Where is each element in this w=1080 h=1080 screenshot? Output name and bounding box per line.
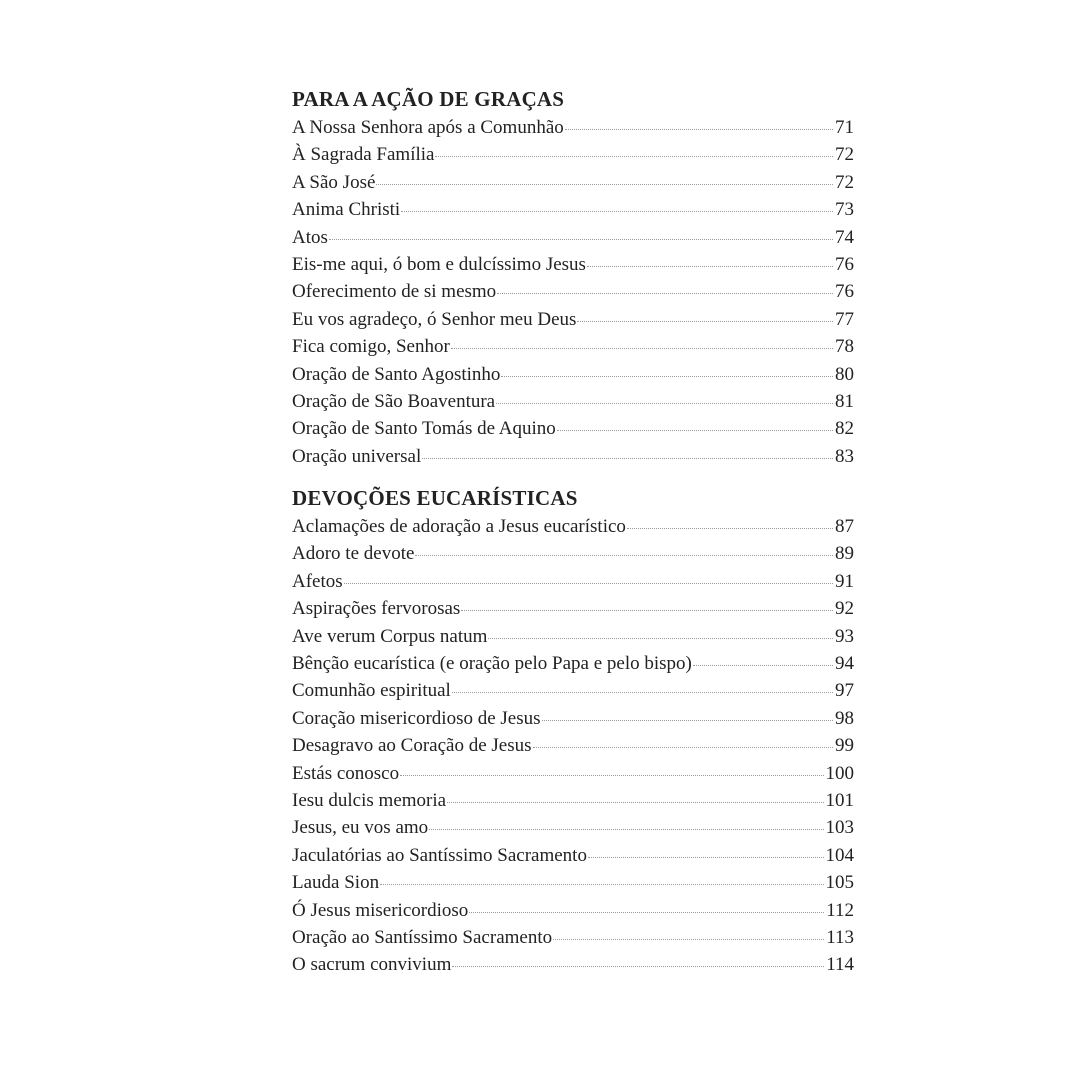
dot-leader [401,211,833,212]
dot-leader [627,528,833,529]
dot-leader [542,720,833,721]
toc-entry-title: Fica comigo, Senhor [292,336,450,358]
toc-entry[interactable] [292,224,854,251]
toc-entry-page: 83 [835,445,854,467]
toc-entry-page: 112 [826,899,854,921]
toc-entry-title: À Sagrada Família [292,144,435,166]
toc-entry[interactable] [292,568,854,595]
toc-entry[interactable] [292,443,854,470]
dot-leader [422,458,833,459]
toc-entry-page: 91 [835,570,854,592]
toc-entry-page: 104 [825,844,854,866]
toc-entry-page: 81 [835,390,854,412]
toc-entry-title: Eu vos agradeço, ó Senhor meu Deus [292,308,577,330]
toc-entry-title: Atos [292,226,328,248]
toc-entry-title: Oferecimento de si mesmo [292,281,497,303]
toc-entry[interactable] [292,869,854,896]
toc-entry-page: 78 [835,336,854,358]
section-title: DEVOÇÕES EUCARÍSTICAS [292,486,578,511]
toc-entry-page: 93 [835,625,854,647]
toc-list [292,513,854,979]
dot-leader [452,692,833,693]
toc-entry[interactable] [292,705,854,732]
toc-entry[interactable] [292,897,854,924]
toc-entry-page: 103 [825,817,854,839]
dot-leader [496,403,833,404]
toc-entry-title: Estás conosco [292,762,400,784]
toc-section-devocoes-eucaristicas [292,483,854,979]
toc-entry-page: 99 [835,735,854,757]
toc-entry[interactable] [292,415,854,442]
toc-entry-title: Comunhão espiritual [292,680,451,702]
toc-entry-page: 72 [835,171,854,193]
toc-entry[interactable] [292,513,854,540]
toc-entry-title: Oração universal [292,445,422,467]
table-of-contents [292,84,854,979]
toc-entry[interactable] [292,141,854,168]
dot-leader [469,912,824,913]
toc-section-acao-de-gracas [292,84,854,470]
toc-entry[interactable] [292,388,854,415]
toc-entry-title: Adoro te devote [292,543,415,565]
toc-entry[interactable] [292,924,854,951]
toc-entry-page: 114 [826,954,854,976]
toc-entry[interactable] [292,114,854,141]
toc-entry-page: 77 [835,308,854,330]
dot-leader [565,129,833,130]
toc-entry[interactable] [292,306,854,333]
toc-entry-page: 89 [835,543,854,565]
toc-entry[interactable] [292,677,854,704]
toc-entry[interactable] [292,760,854,787]
toc-entry-page: 87 [835,516,854,538]
dot-leader [415,555,833,556]
toc-entry[interactable] [292,278,854,305]
toc-entry-page: 100 [825,762,854,784]
toc-entry[interactable] [292,732,854,759]
toc-entry-page: 105 [825,872,854,894]
dot-leader [497,293,833,294]
toc-entry[interactable] [292,814,854,841]
toc-entry-title: Ó Jesus misericordioso [292,899,469,921]
dot-leader [452,966,824,967]
toc-entry-page: 74 [835,226,854,248]
toc-entry[interactable] [292,787,854,814]
toc-list [292,114,854,470]
toc-entry-title: Desagravo ao Coração de Jesus [292,735,532,757]
dot-leader [577,321,833,322]
dot-leader [329,239,833,240]
toc-entry[interactable] [292,251,854,278]
dot-leader [429,829,823,830]
toc-entry[interactable] [292,361,854,388]
toc-entry-title: Iesu dulcis memoria [292,789,447,811]
toc-entry-title: Oração de Santo Tomás de Aquino [292,418,556,440]
dot-leader [533,747,833,748]
toc-entry-page: 113 [826,926,854,948]
toc-entry-title: Ave verum Corpus natum [292,625,488,647]
toc-entry[interactable] [292,623,854,650]
toc-entry-page: 82 [835,418,854,440]
toc-entry[interactable] [292,169,854,196]
toc-entry-title: Coração misericordioso de Jesus [292,707,541,729]
toc-entry-page: 101 [825,789,854,811]
toc-entry-title: O sacrum convivium [292,954,452,976]
toc-entry-page: 76 [835,253,854,275]
dot-leader [400,775,823,776]
toc-entry-title: Bênção eucarística (e oração pelo Papa e pelo bispo) [292,653,692,675]
section-title: PARA A AÇÃO DE GRAÇAS [292,87,565,111]
dot-leader [447,802,823,803]
toc-entry-title: Jaculatórias ao Santíssimo Sacramento [292,844,587,866]
toc-entry-title: Oração de São Boaventura [292,390,496,412]
toc-entry[interactable] [292,196,854,223]
toc-entry-page: 97 [835,680,854,702]
toc-entry-title: Anima Christi [292,199,401,221]
toc-entry-title: Lauda Sion [292,872,380,894]
toc-entry-page: 94 [835,653,854,675]
toc-entry-page: 71 [835,117,854,138]
toc-entry-title: Eis-me aqui, ó bom e dulcíssimo Jesus [292,253,586,275]
dot-leader [380,884,823,885]
toc-entry-page: 76 [835,281,854,303]
toc-entry[interactable] [292,595,854,622]
toc-entry-page: 73 [835,199,854,221]
dot-leader [451,348,833,349]
toc-entry-title: Aclamações de adoração a Jesus eucarístico [292,516,626,538]
toc-entry-page: 92 [835,598,854,620]
toc-entry-title: A São José [292,171,376,193]
dot-leader [557,430,833,431]
toc-entry-title: Afetos [292,570,343,592]
toc-entry-title: Aspirações fervorosas [292,598,461,620]
dot-leader [376,184,833,185]
dot-leader [587,266,833,267]
toc-entry-title: A Nossa Senhora após a Comunhão [292,117,564,138]
toc-entry-title: Oração ao Santíssimo Sacramento [292,926,553,948]
dot-leader [553,939,824,940]
dot-leader [461,610,833,611]
dot-leader [488,638,833,639]
toc-entry[interactable] [292,650,854,677]
dot-leader [501,376,833,377]
dot-leader [435,156,833,157]
toc-entry-page: 72 [835,144,854,166]
toc-entry[interactable] [292,842,854,869]
toc-entry-title: Jesus, eu vos amo [292,817,429,839]
dot-leader [344,583,833,584]
dot-leader [588,857,824,858]
toc-entry-page: 98 [835,707,854,729]
toc-entry[interactable] [292,951,854,978]
toc-entry[interactable] [292,333,854,360]
toc-entry-page: 80 [835,363,854,385]
toc-entry-title: Oração de Santo Agostinho [292,363,501,385]
dot-leader [693,665,833,666]
toc-entry[interactable] [292,540,854,567]
